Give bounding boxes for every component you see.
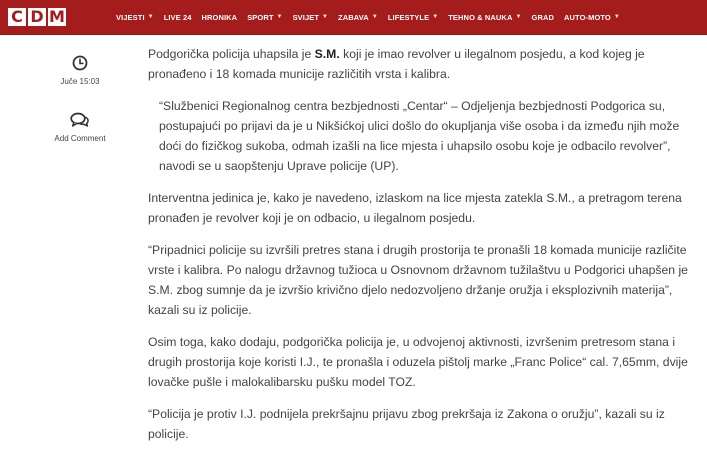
paragraph-text: Podgorička policija uhapsila je xyxy=(148,47,315,61)
nav-item-hronika[interactable] xyxy=(201,13,237,22)
nav-item-label: VIJESTI xyxy=(116,12,145,22)
chevron-down-icon: ▼ xyxy=(432,14,439,20)
logo-letter-m: M xyxy=(49,7,65,26)
publish-time-label: Juče 15:03 xyxy=(60,77,100,86)
nav-item-lifestyle[interactable] xyxy=(388,13,438,22)
nav-item-live-24[interactable] xyxy=(164,13,192,22)
nav-item-label: SVIJET xyxy=(292,12,320,22)
chevron-down-icon: ▼ xyxy=(322,14,329,20)
paragraph-text: koji je imao revolver u ilegalnom posjedu, a kod kojeg je pronađeno i 18 komada municije različitih vrsta i kalibra. xyxy=(148,47,645,81)
clock-icon xyxy=(72,55,88,71)
nav-item-label: SPORT xyxy=(247,12,274,22)
nav-item-label: LIFESTYLE xyxy=(387,12,430,22)
add-comment-button[interactable] xyxy=(30,112,130,143)
article-paragraph: Osim toga, kako dodaju, podgorička policija je, u odvojenoj aktivnosti, izvršenim pretresom stana i drugih prostorija koje koristi I.J., te pronašla i oduzela pištolj marke „Franc Police“ cal. 7,65mm, dvije lovačke pušle i malokalibarsku pušku model TOZ. xyxy=(148,335,688,389)
article-meta-sidebar xyxy=(30,55,130,143)
logo-letter-d: D xyxy=(28,8,46,26)
article-quote: “Pripadnici policije su izvršili pretres stana i drugih prostorija te pronašli 18 komada municije različite vrste i kalibra. Po nalogu državnog tužioca u Osnovnom državnom tužilaštvu u Podgorici uhapšen je S.M. zbog sumnje da je izvršio krivično djelo nedozvoljeno držanje oružja i eksplozivnih materija”, kazali su iz policije. xyxy=(148,243,688,317)
comment-icon xyxy=(70,112,90,128)
chevron-down-icon: ▼ xyxy=(276,14,283,20)
chevron-down-icon: ▼ xyxy=(371,14,378,20)
chevron-down-icon: ▼ xyxy=(613,14,620,20)
nav-item-sport[interactable] xyxy=(247,13,282,22)
article-quote: “Policija je protiv I.J. podnijela prekršajnu prijavu zbog prekršaja iz Zakona o oružju”, kazali su iz policije. xyxy=(148,407,665,441)
chevron-down-icon: ▼ xyxy=(147,14,154,20)
logo-letter-c: C xyxy=(8,8,26,26)
main-nav xyxy=(116,13,630,22)
article-body xyxy=(148,44,693,456)
top-navbar xyxy=(0,0,707,35)
nav-item-label: LIVE 24 xyxy=(163,12,192,22)
nav-item-label: ZABAVA xyxy=(338,12,369,22)
cdm-logo[interactable] xyxy=(8,8,66,26)
nav-item-label: TEHNO & NAUKA xyxy=(448,12,513,22)
add-comment-label: Add Comment xyxy=(54,134,106,143)
publish-time xyxy=(30,55,130,86)
nav-item-label: GRAD xyxy=(531,12,554,22)
bold-initials: S.M. xyxy=(314,47,340,61)
article-quote: “Službenici Regionalnog centra bezbjednosti „Centar“ – Odjeljenja bezbjednosti Podgorica su, postupajući po prijavi da je u Nikšićkoj ulici došlo do okupljanja više osoba i da između njih može doći do fizičkog sukoba, odmah izašli na lice mjesta i uhapsilo osobu koje je odbacilo revolver”, navodi se u saopštenju Uprave policije (UP). xyxy=(159,99,680,173)
article-paragraph: Interventna jedinica je, kako je navedeno, izlaskom na lice mjesta zatekla S.M., a pretragom terena pronađen je revolver koji je on odbacio, u ilegalnom posjedu. xyxy=(148,191,682,225)
nav-item-vijesti[interactable] xyxy=(116,13,154,22)
nav-item-svijet[interactable] xyxy=(293,13,329,22)
nav-item-tehno-nauka[interactable] xyxy=(448,13,521,22)
nav-item-grad[interactable] xyxy=(532,13,554,22)
nav-item-zabava[interactable] xyxy=(338,13,378,22)
nav-item-label: HRONIKA xyxy=(201,12,238,22)
chevron-down-icon: ▼ xyxy=(515,14,522,20)
nav-item-auto-moto[interactable] xyxy=(564,13,620,22)
nav-item-label: AUTO-MOTO xyxy=(564,12,611,22)
article-paragraph xyxy=(148,44,693,84)
